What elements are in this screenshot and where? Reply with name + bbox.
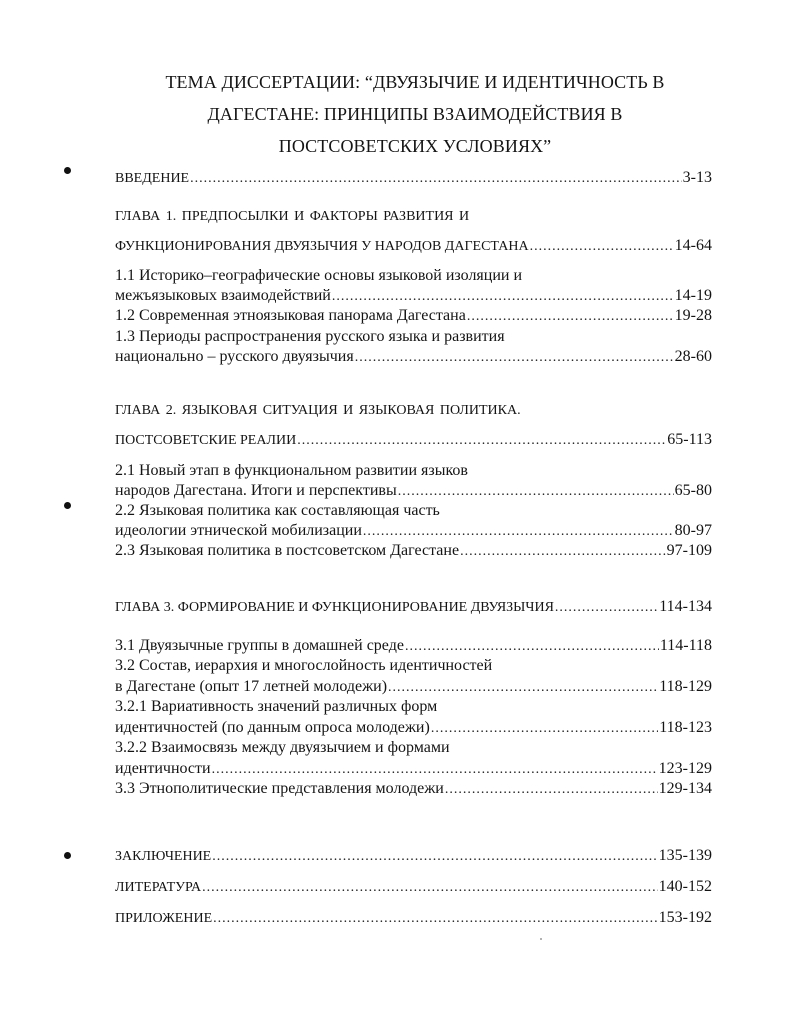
toc-entry-text: идеологии этнической мобилизации xyxy=(115,522,362,539)
leader-dots xyxy=(405,637,659,657)
toc-entry-section-3-2-1 xyxy=(115,718,712,739)
toc-entry-section-1-2 xyxy=(115,306,712,327)
toc-entry-pages: 80-97 xyxy=(674,522,712,539)
section-3-2-2-line1: 3.2.2 Взаимосвязь между двуязычием и формами xyxy=(115,739,450,756)
toc-entry-text: 2.3 Языковая политика в постсоветском Дагестане xyxy=(115,542,460,559)
toc-entry-pages: 65-80 xyxy=(674,482,712,499)
section-1-3-line1: 1.3 Периоды распространения русского языка и развития xyxy=(115,328,505,345)
toc-entry-section-3-2 xyxy=(115,677,712,698)
margin-bullet xyxy=(64,852,71,859)
toc-entry-pages: 114-134 xyxy=(659,598,712,615)
toc-entry-text: межъязыковых взаимодействий xyxy=(115,287,331,304)
leader-dots xyxy=(467,307,674,327)
toc-entry-text: 3.1 Двуязычные группы в домашней среде xyxy=(115,637,404,654)
leader-dots xyxy=(297,431,666,451)
section-2-2-line1: 2.2 Языковая политика как составляющая часть xyxy=(115,502,440,519)
leader-dots xyxy=(190,169,682,189)
margin-bullet xyxy=(64,167,71,174)
leader-dots xyxy=(363,522,674,542)
leader-dots xyxy=(212,760,658,780)
toc-entry-section-2-3 xyxy=(115,541,712,562)
title-line-3: ПОСТСОВЕТСКИХ УСЛОВИЯХ” xyxy=(278,136,552,156)
leader-dots xyxy=(445,780,658,800)
toc-entry-pages: 14-19 xyxy=(674,287,712,304)
scan-speck xyxy=(540,938,542,940)
toc-entry-pages: 129-134 xyxy=(658,780,712,797)
toc-entry-text: народов Дагестана. Итоги и перспективы xyxy=(115,482,397,499)
leader-dots xyxy=(388,678,658,698)
toc-entry-section-1-3 xyxy=(115,347,712,368)
margin-bullet xyxy=(64,502,71,509)
section-3-2-line1: 3.2 Состав, иерархия и многослойность идентичностей xyxy=(115,657,493,674)
toc-entry-text: ПРИЛОЖЕНИЕ xyxy=(115,911,213,926)
chapter1-heading-line1: ГЛАВА 1. ПРЕДПОСЫЛКИ И ФАКТОРЫ РАЗВИТИЯ И xyxy=(115,209,470,224)
toc-entry-text: ФУНКЦИОНИРОВАНИЯ ДВУЯЗЫЧИЯ У НАРОДОВ ДАГЕСТАНА xyxy=(115,239,529,254)
leader-dots xyxy=(202,878,658,898)
section-2-1-line1: 2.1 Новый этап в функциональном развитии языков xyxy=(115,462,468,479)
toc-entry-pages: 97-109 xyxy=(666,542,712,559)
toc-entry-pages: 19-28 xyxy=(674,307,712,324)
toc-entry-text: 3.3 Этнополитические представления молодежи xyxy=(115,780,444,797)
leader-dots xyxy=(398,482,674,502)
toc-entry-chapter1 xyxy=(115,236,712,257)
toc-entry-pages: 118-123 xyxy=(659,719,712,736)
toc-entry-chapter2 xyxy=(115,430,712,451)
toc-entry-pages: 118-129 xyxy=(659,678,712,695)
toc-entry-intro xyxy=(115,168,712,189)
toc-entry-pages: 14-64 xyxy=(674,237,712,254)
toc-entry-text: в Дагестане (опыт 17 летней молодежи) xyxy=(115,678,388,695)
toc-entry-pages: 135-139 xyxy=(658,847,712,864)
chapter2-heading-line1: ГЛАВА 2. ЯЗЫКОВАЯ СИТУАЦИЯ И ЯЗЫКОВАЯ ПОЛИТИКА. xyxy=(115,403,521,418)
toc-entry-section-2-2 xyxy=(115,521,712,542)
toc-entry-section-1-1 xyxy=(115,286,712,307)
toc-entry-pages: 28-60 xyxy=(674,348,712,365)
toc-entry-text: ПОСТСОВЕТСКИЕ РЕАЛИИ xyxy=(115,433,297,448)
toc-entry-section-3-3 xyxy=(115,779,712,800)
leader-dots xyxy=(431,719,658,739)
toc-entry-chapter3 xyxy=(115,597,712,618)
toc-entry-text: ГЛАВА 3. ФОРМИРОВАНИЕ И ФУНКЦИОНИРОВАНИЕ ДВУЯЗЫЧИЯ xyxy=(115,600,554,615)
toc-entry-text: национально – русского двуязычия xyxy=(115,348,354,365)
toc-entry-literature xyxy=(115,877,712,898)
section-1-1-line1: 1.1 Историко–географические основы языковой изоляции и xyxy=(115,267,523,284)
toc-entry-pages: 114-118 xyxy=(659,637,712,654)
toc-entry-section-3-2-2 xyxy=(115,759,712,780)
leader-dots xyxy=(460,542,666,562)
toc-entry-pages: 3-13 xyxy=(682,169,712,186)
toc-entry-pages: 140-152 xyxy=(658,878,712,895)
toc-entry-text: 1.2 Современная этноязыковая панорама Дагестана xyxy=(115,307,466,324)
toc-entry-text: ЛИТЕРАТУРА xyxy=(115,880,202,895)
toc-entry-text: ЗАКЛЮЧЕНИЕ xyxy=(115,849,212,864)
section-3-2-1-line1: 3.2.1 Вариативность значений различных форм xyxy=(115,698,438,715)
leader-dots xyxy=(332,287,674,307)
title-line-2: ДАГЕСТАНЕ: ПРИНЦИПЫ ВЗАИМОДЕЙСТВИЯ В xyxy=(207,104,623,124)
leader-dots xyxy=(530,237,674,257)
toc-entry-pages: 153-192 xyxy=(658,909,712,926)
leader-dots xyxy=(355,348,674,368)
toc-entry-section-2-1 xyxy=(115,481,712,502)
toc-entry-section-3-1 xyxy=(115,636,712,657)
toc-entry-conclusion xyxy=(115,846,712,867)
toc-entry-text: идентичности xyxy=(115,760,211,777)
title-line-1: ТЕМА ДИССЕРТАЦИИ: “ДВУЯЗЫЧИЕ И ИДЕНТИЧНОСТЬ В xyxy=(165,72,665,92)
leader-dots xyxy=(213,909,658,929)
leader-dots xyxy=(555,598,658,618)
toc-entry-pages: 123-129 xyxy=(658,760,712,777)
leader-dots xyxy=(212,847,657,867)
toc-entry-text: ВВЕДЕНИЕ xyxy=(115,171,190,186)
toc-entry-appendix xyxy=(115,908,712,929)
toc-entry-text: идентичностей (по данным опроса молодежи) xyxy=(115,719,430,736)
toc-entry-pages: 65-113 xyxy=(667,431,712,448)
